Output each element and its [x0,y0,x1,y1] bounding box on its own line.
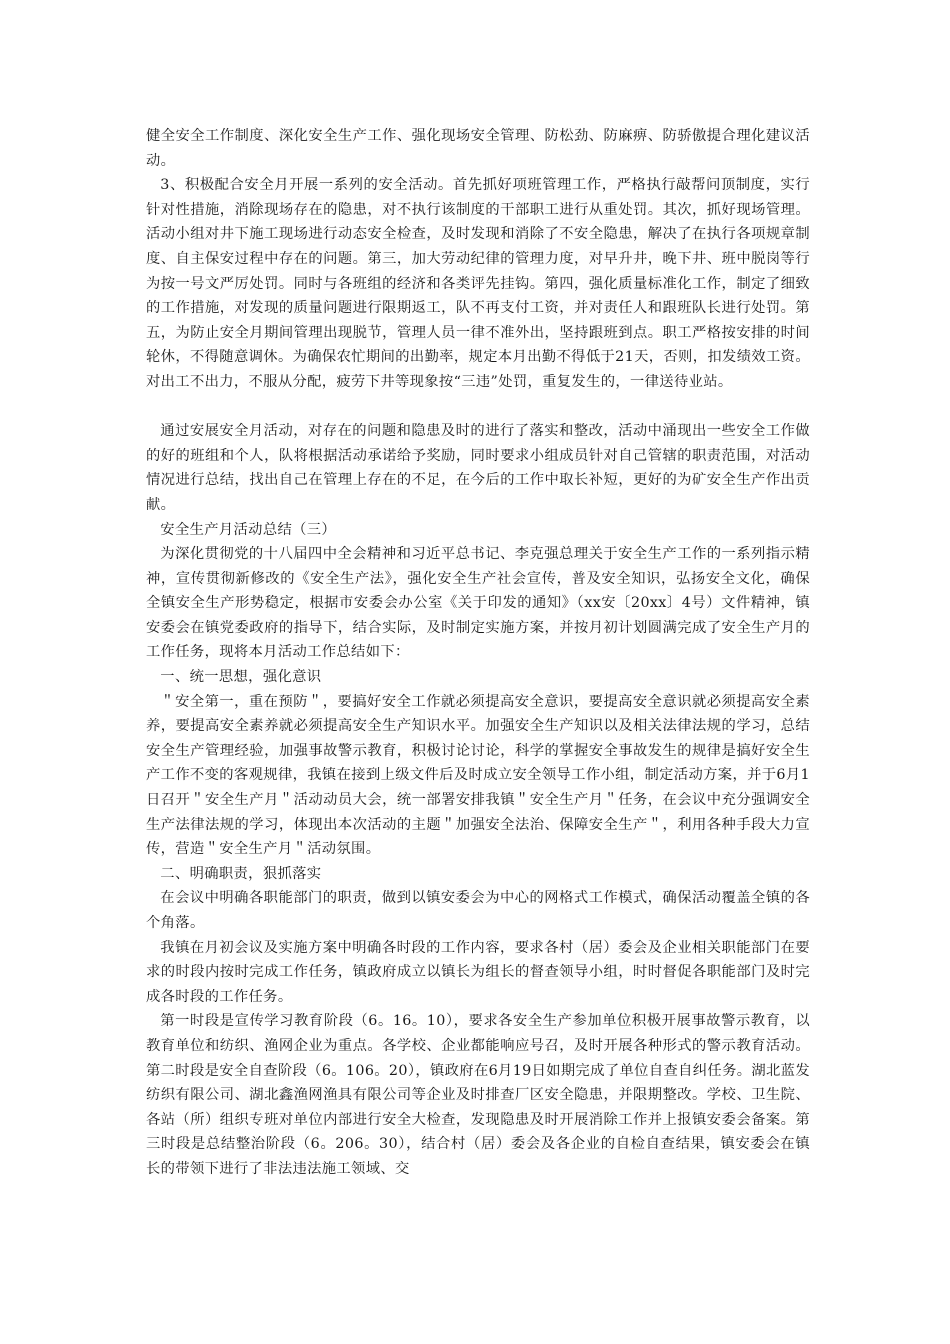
paragraph-duties-meeting: 在会议中明确各职能部门的职责，做到以镇安委会为中心的网格式工作模式，确保活动覆盖全镇的各个角落。 [146,890,810,931]
section-heading-clarify-duties: 二、明确职责，狠抓落实 [160,865,322,882]
document-body [146,124,810,1182]
paragraph-safety-activities-intro: 健全安全工作制度、深化安全生产工作、强化现场安全管理、防松劲、防麻痹、防骄傲提合理化建议活动。 [146,128,810,169]
paragraph-spacer [146,395,810,420]
paragraph-time-periods: 第一时段是宣传学习教育阶段（6。16。10），要求各安全生产参加单位积极开展事故警示教育，以教育单位和纺织、渔网企业为重点。各学校、企业都能响应号召，及时开展各种形式的警示教育活动。第二时段是安全自查阶段（6。106。20），镇政府在6月19日如期完成了单位自查自纠任务。湖北蓝发纺织有限公司、湖北鑫渔网渔具有限公司等企业及时排查厂区安全隐患，并限期整改。学校、卫生院、各站（所）组织专班对单位内部进行安全大检查，发现隐患及时开展消除工作并上报镇安委会备案。第三时段是总结整治阶段（6。206。30），结合村（居）委会及各企业的自检自查结果，镇安委会在镇长的带领下进行了非法违法施工领域、交 [146,1013,810,1177]
section-heading-unify-thinking: 一、统一思想，强化意识 [160,669,322,686]
paragraph-safety-first: ＂安全第一，重在预防＂，要搞好安全工作就必须提高安全意识，要提高安全意识就必须提高安全素养，要提高安全素养就必须提高安全生产知识水平。加强安全生产知识以及相关法律法规的学习，总结安全生产管理经验，加强事故警示教育，积极讨论讨论，科学的掌握安全事故发生的规律是搞好安全生产工作不变的客观规律，我镇在接到上级文件后及时成立安全领导工作小组，制定活动方案，并于6月1日召开＂安全生产月＂活动动员大会，统一部署安排我镇＂安全生产月＂任务，在会议中充分强调安全生产法律法规的学习，体现出本次活动的主题＂加强安全法治、保障安全生产＂，利用各种手段大力宣传，营造＂安全生产月＂活动氛围。 [146,693,810,858]
paragraph-conclusion: 通过安展安全月活动，对存在的问题和隐患及时的进行了落实和整改，活动中涌现出一些安全工作做的好的班组和个人，队将根据活动承诺给予奖励，同时要求小组成员针对自己管辖的职责范围，对活动情况进行总结，找出自己在管理上存在的不足，在今后的工作中取长补短，更好的为矿安全生产作出贡献。 [146,423,810,513]
paragraph-work-schedule: 我镇在月初会议及实施方案中明确各时段的工作内容，要求各村（居）委会及企业相关职能部门在要求的时段内按时完成工作任务，镇政府成立以镇长为组长的督查领导小组，时时督促各职能部门及时完成各时段的工作任务。 [146,939,810,1005]
paragraph-item-3-safety-month: 3、积极配合安全月开展一系列的安全活动。首先抓好项班管理工作，严格执行敲帮问顶制度，实行针对性措施，消除现场存在的隐患，对不执行该制度的干部职工进行从重处罚。其次，抓好现场管理。活动小组对井下施工现场进行动态安全检查，及时发现和消除了不安全隐患，解决了在执行各项规章制度、自主保安过程中存在的问题。第三，加大劳动纪律的管理力度，对早升井，晚下井、班中脱岗等行为按一号文严厉处罚。同时与各班组的经济和各类评先挂钩。第四，强化质量标准化工作，制定了细致的工作措施，对发现的质量问题进行限期返工，队不再支付工资，并对责任人和跟班队长进行处罚。第五，为防止安全月期间管理出现脱节，管理人员一律不准外出，坚持跟班到点。职工严格按安排的时间轮休，不得随意调休。为确保农忙期间的出勤率，规定本月出勤不得低于21天，否则，扣发绩效工资。对出工不出力，不服从分配，疲劳下井等现象按“三违”处罚，重复发生的，一律送待业站。 [146,177,810,390]
section-heading-summary-3: 安全生产月活动总结（三） [160,521,337,538]
paragraph-summary-intro: 为深化贯彻党的十八届四中全会精神和习近平总书记、李克强总理关于安全生产工作的一系列指示精神，宣传贯彻新修改的《安全生产法》，强化安全生产社会宣传，普及安全知识，弘扬安全文化，确保全镇安全生产形势稳定，根据市安委会办公室《关于印发的通知》（xx安〔20xx〕4号）文件精神，镇安委会在镇党委政府的指导下，结合实际，及时制定实施方案，并按月初计划圆满完成了安全生产月的工作任务，现将本月活动工作总结如下： [146,546,810,661]
